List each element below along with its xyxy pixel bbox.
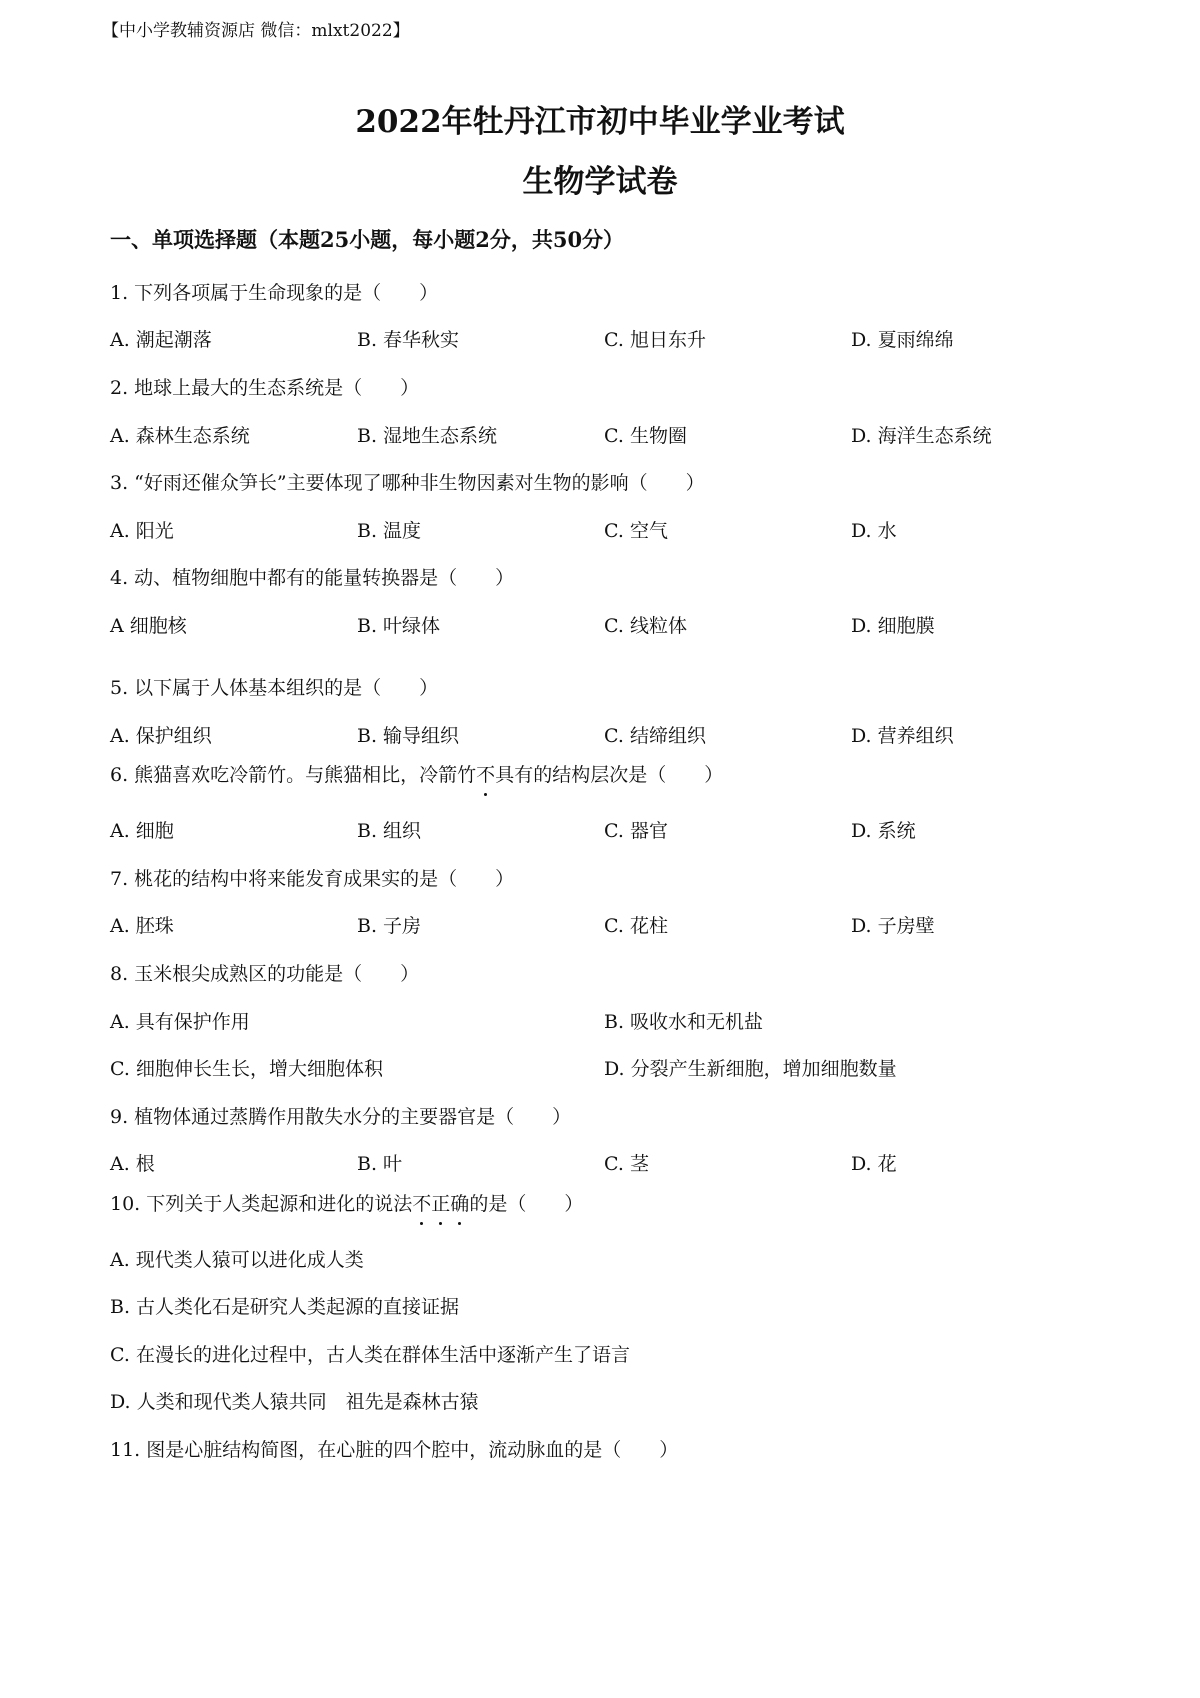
question-10-option-d: D. 人类和现代类人猿共同 祖先是森林古猿 — [110, 1391, 479, 1413]
question-7-option-a: A. 胚珠 — [110, 915, 174, 937]
question-10-stem-before: 10. 下列关于人类起源和进化的说法 — [110, 1193, 413, 1215]
question-5-option-a: A. 保护组织 — [110, 725, 212, 747]
question-7-option-d: D. 子房壁 — [851, 915, 935, 937]
question-1-option-c: C. 旭日东升 — [604, 329, 706, 351]
question-4-option-c: C. 线粒体 — [604, 615, 687, 637]
question-1-option-a: A. 潮起潮落 — [110, 329, 212, 351]
question-2-stem: 2. 地球上最大的生态系统是（ ） — [110, 377, 420, 399]
question-9-option-c: C. 茎 — [604, 1153, 649, 1175]
section-heading: 一、单项选择题（本题25小题，每小题2分，共50分） — [110, 227, 625, 252]
question-8-option-a: A. 具有保护作用 — [110, 1011, 250, 1033]
question-4-option-b: B. 叶绿体 — [357, 615, 441, 637]
question-4-option-a: A 细胞核 — [110, 615, 187, 637]
question-1-option-d: D. 夏雨绵绵 — [851, 329, 954, 351]
question-6-option-c: C. 器官 — [604, 820, 668, 842]
question-7-option-c: C. 花柱 — [604, 915, 668, 937]
question-11-stem: 11. 图是心脏结构简图，在心脏的四个腔中，流动脉血的是（ ） — [110, 1439, 679, 1461]
emphasis-not: 不 — [476, 760, 495, 787]
question-3-stem: 3. “好雨还催众笋长”主要体现了哪种非生物因素对生物的影响（ ） — [110, 472, 705, 494]
question-6-option-a: A. 细胞 — [110, 820, 174, 842]
question-1-option-b: B. 春华秋实 — [357, 329, 460, 351]
question-5-stem: 5. 以下属于人体基本组织的是（ ） — [110, 677, 439, 699]
emphasis-que: 确 — [450, 1189, 469, 1216]
question-3-option-a: A. 阳光 — [110, 520, 174, 542]
question-6-option-b: B. 组织 — [357, 820, 422, 842]
question-8-stem: 8. 玉米根尖成熟区的功能是（ ） — [110, 963, 420, 985]
question-7-stem: 7. 桃花的结构中将来能发育成果实的是（ ） — [110, 868, 515, 890]
emphasis-bu: 不 — [412, 1189, 431, 1216]
exam-title: 2022年牡丹江市初中毕业学业考试 — [355, 104, 845, 140]
exam-subtitle: 生物学试卷 — [522, 164, 678, 200]
question-5-option-b: B. 输导组织 — [357, 725, 460, 747]
question-6-stem-before: 6. 熊猫喜欢吃冷箭竹。与熊猫相比，冷箭竹 — [110, 764, 477, 786]
question-1-stem: 1. 下列各项属于生命现象的是（ ） — [110, 282, 439, 304]
question-6-stem — [110, 760, 723, 787]
question-3-option-b: B. 温度 — [357, 520, 422, 542]
question-9-stem: 9. 植物体通过蒸腾作用散失水分的主要器官是（ ） — [110, 1106, 572, 1128]
question-10-stem — [110, 1189, 583, 1216]
question-10-option-c: C. 在漫长的进化过程中，古人类在群体生活中逐渐产生了语言 — [110, 1344, 630, 1366]
watermark-header: 【中小学教辅资源店 微信：mlxt2022】 — [102, 21, 410, 41]
emphasis-zheng: 正 — [431, 1189, 450, 1216]
question-7-option-b: B. 子房 — [357, 915, 422, 937]
question-2-option-a: A. 森林生态系统 — [110, 425, 250, 447]
question-4-option-d: D. 细胞膜 — [851, 615, 935, 637]
question-9-option-b: B. 叶 — [357, 1153, 403, 1175]
question-6-option-d: D. 系统 — [851, 820, 916, 842]
question-6-stem-after: 具有的结构层次是（ ） — [495, 764, 724, 786]
question-10-stem-after: 的是（ ） — [469, 1193, 584, 1215]
question-10-option-b: B. 古人类化石是研究人类起源的直接证据 — [110, 1296, 460, 1318]
question-2-option-b: B. 湿地生态系统 — [357, 425, 498, 447]
question-8-option-b: B. 吸收水和无机盐 — [604, 1011, 764, 1033]
question-2-option-c: C. 生物圈 — [604, 425, 687, 447]
question-8-option-c: C. 细胞伸长生长，增大细胞体积 — [110, 1058, 383, 1080]
question-9-option-d: D. 花 — [851, 1153, 897, 1175]
question-5-option-c: C. 结缔组织 — [604, 725, 706, 747]
question-9-option-a: A. 根 — [110, 1153, 155, 1175]
question-3-option-d: D. 水 — [851, 520, 897, 542]
question-3-option-c: C. 空气 — [604, 520, 668, 542]
question-4-stem: 4. 动、植物细胞中都有的能量转换器是（ ） — [110, 567, 515, 589]
question-8-option-d: D. 分裂产生新细胞，增加细胞数量 — [604, 1058, 897, 1080]
question-5-option-d: D. 营养组织 — [851, 725, 954, 747]
question-2-option-d: D. 海洋生态系统 — [851, 425, 992, 447]
question-10-option-a: A. 现代类人猿可以进化成人类 — [110, 1249, 364, 1271]
